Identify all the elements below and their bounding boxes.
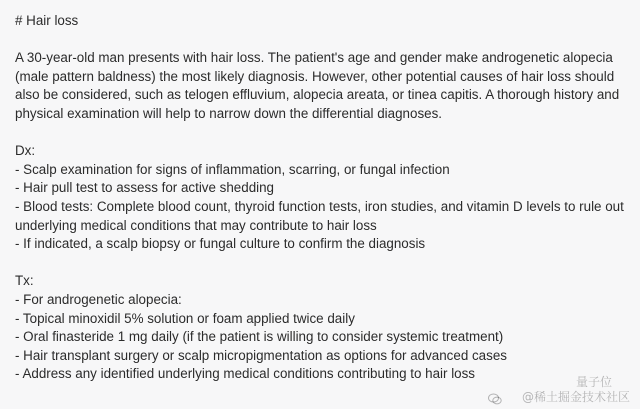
tx-item: - For androgenetic alopecia: [15, 291, 182, 307]
intro-paragraph: A 30-year-old man presents with hair loss. The patient's age and gender make androgenetic alopecia (male pattern baldness) the most likely diagnosis. However, other potential causes of hair loss should also be considered, such as telogen effluvium, alopecia areata, or tinea capitis. A thorough history and physical examination will help to narrow down the differential diagnoses. [15, 50, 620, 121]
note-heading: # Hair loss [15, 13, 79, 28]
wechat-icon [488, 393, 502, 405]
dx-item: - If indicated, a scalp biopsy or fungal culture to confirm the diagnosis [15, 236, 426, 252]
watermark-site: @稀土掘金技术社区 [521, 390, 630, 405]
tx-item: - Oral finasteride 1 mg daily (if the patient is willing to consider systemic treatment) [15, 329, 504, 345]
dx-item: - Hair pull test to assess for active shedding [15, 180, 275, 196]
tx-item: - Topical minoxidil 5% solution or foam applied twice daily [15, 310, 355, 326]
dx-section [15, 142, 626, 254]
watermark-brand: 量子位 [575, 375, 612, 389]
tx-section [15, 272, 626, 384]
tx-label: Tx: [15, 273, 34, 289]
dx-list [15, 161, 626, 254]
dx-item: - Blood tests: Complete blood count, thyroid function tests, iron studies, and vitamin D levels to rule out underlying medical conditions that may contribute to hair loss [15, 198, 624, 233]
tx-list [15, 291, 626, 384]
tx-item: - Hair transplant surgery or scalp micropigmentation as options for advanced cases [15, 347, 507, 363]
dx-item: - Scalp examination for signs of inflammation, scarring, or fungal infection [15, 161, 450, 177]
dx-label: Dx: [15, 143, 36, 159]
watermark [490, 373, 630, 407]
tx-item: - Address any identified underlying medical conditions contributing to hair loss [15, 366, 476, 382]
